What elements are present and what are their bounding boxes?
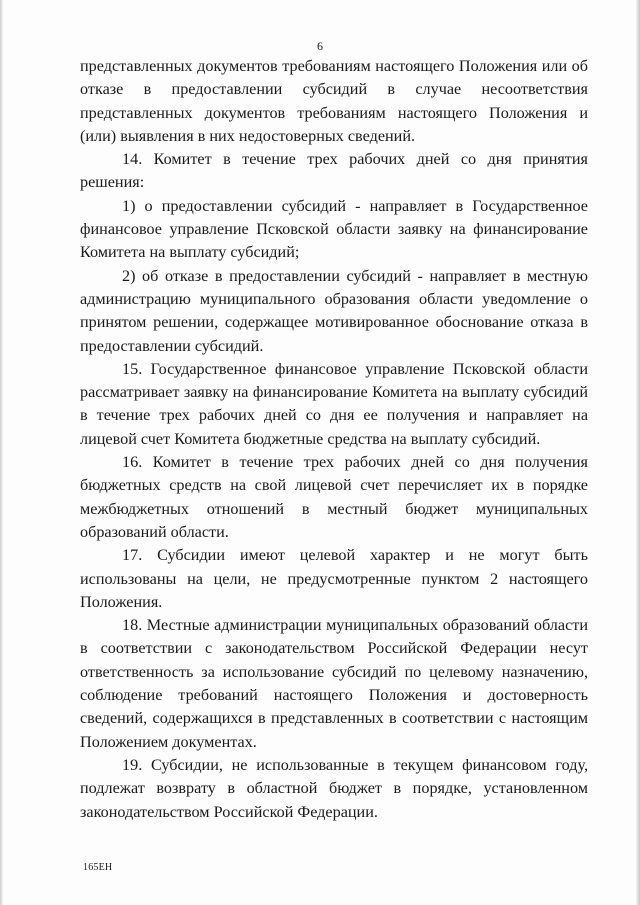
paragraph-continuation: представленных документов требованиям настоящего Положения или об отказе в предоставлении субсидий в случае несоответствия представленных документов требованиям настоящего Положения и (или) выявления в них недостоверных сведений.	[80, 57, 588, 145]
paragraph-19: 19. Субсидии, не использованные в текущем финансовом году, подлежат возврату в областной бюджет в порядке, установленном законодательством Российской Федерации.	[80, 755, 588, 821]
page-number: 6	[317, 39, 323, 53]
scan-edge-right	[636, 0, 640, 905]
scan-edge-left	[0, 0, 3, 905]
document-body	[80, 55, 588, 824]
paragraph-18: 18. Местные администрации муниципальных образований области в соответствии с законодательством Российской Федерации несут ответственность за использование субсидий по целевому назначению, соблюдение требований настоящего Положения и достоверность сведений, содержащихся в представленных в соответствии с настоящим Положением документах.	[80, 616, 588, 751]
paragraph-14-item-1: 1) о предоставлении субсидий - направляет в Государственное финансовое управление Псковской области заявку на финансирование Комитета на выплату субсидий;	[80, 196, 588, 262]
paragraph-16: 16. Комитет в течение трех рабочих дней со дня получения бюджетных средств на свой лицевой счет перечисляет их в порядке межбюджетных отношений в местный бюджет муниципальных образований области.	[80, 453, 588, 541]
paragraph-17: 17. Субсидии имеют целевой характер и не могут быть использованы на цели, не предусмотренные пунктом 2 настоящего Положения.	[80, 546, 588, 611]
document-footer-code: 165ЕН	[83, 862, 113, 873]
paragraph-14: 14. Комитет в течение трех рабочих дней со дня принятия решения:	[80, 150, 588, 192]
paragraph-14-item-2: 2) об отказе в предоставлении субсидий - направляет в местную администрацию муниципального образования области уведомление о принятом решении, содержащее мотивированное обоснование отказа в предоставлении субсидий.	[80, 266, 588, 355]
paragraph-15: 15. Государственное финансовое управление Псковской области рассматривает заявку на финансирование Комитета на выплату субсидий в течение трех рабочих дней со дня ее получения и направляет на лицевой счет Комитета бюджетные средства на выплату субсидий.	[80, 359, 588, 448]
